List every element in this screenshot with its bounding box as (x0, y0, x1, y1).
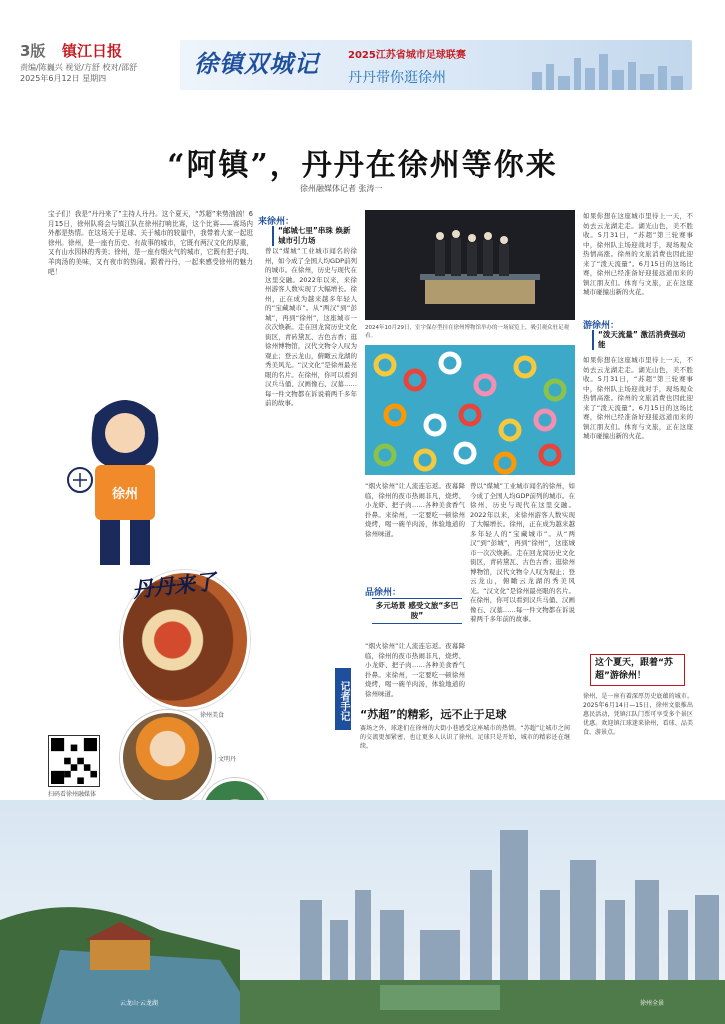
reporter-note-body: 赛场之外，球迷们在徐州的大街小巷感受这座城市的热情。“苏超”让城市之间的交流更加紧密，也让更多人认识了徐州。足球只是开始，城市的精彩还在继续。 (360, 725, 570, 750)
section-body-you: 如果你想在这座城市里待上一天，不妨去云龙湖走走。湖光山色，美不胜收。5月31日，“苏超”第三轮赛事中，徐州队主场迎战对手，现场观众热情高涨。徐州的文旅消费也因此迎来了“泼天流量”。6月15日的这场比赛，徐州已经准备好迎接远道而来的镇江朋友们。体育与文旅，正在这座城市碰撞出新的火花。 (583, 356, 693, 440)
jersey-label: 徐州 (111, 487, 139, 502)
mascot-girl-illustration (55, 385, 185, 585)
panorama-caption-left: 云龙山·云龙湖 (120, 1000, 158, 1007)
skyline-icon (522, 50, 692, 90)
section-label-pin: 品徐州： (365, 588, 402, 598)
section-body-pin: “烟火徐州”让人流连忘返。夜幕降临，徐州的夜市热闹非凡，烧烤、小龙虾、把子肉……各种美食香气扑鼻。来徐州，一定要吃一顿徐州烧烤，喝一碗羊肉汤，体验地道的徐州味道。 (365, 642, 465, 697)
section-subtitle-lai: “邮城七里”串珠 焕新城市引力场 (272, 226, 354, 246)
newspaper-name: 镇江日报 (62, 42, 123, 60)
mascot-tag: 丹丹来了 (130, 568, 218, 603)
qr-caption: 扫码看徐州融媒体 (48, 791, 97, 798)
qr-code[interactable] (48, 735, 100, 787)
reporter-note-title: “苏超”的精彩，远不止于足球 (360, 708, 507, 721)
qr-code-icon (51, 738, 97, 784)
pool-crowd-photo (365, 345, 575, 475)
vendor-photo-caption: 文明丹 (218, 756, 237, 763)
section-body-middle: 曾以“煤城”工业城市闻名的徐州，如今成了全国人均GDP前列的城市。在徐州，历史与现代在这里交融。2022年以来，来徐州游客人数实现了大幅增长。徐州，正在成为越来越多年轻人的“宝藏城市”。从“两汉”到“彭城”，再到“徐州”，这座城市一次次焕新。走在回龙窝历史文化街区，青砖黛瓦、古色古香；逛徐州博物馆，汉代文物令人叹为观止；登云龙山，俯瞰云龙湖的秀美风光。“汉文化”是徐州最亮眼的名片。在徐州，你可以看到汉兵马俑、汉画像石、汉墓……每一件文物都在诉说着两千多年前的故事。 (470, 482, 575, 623)
section-body-lai-cont: “烟火徐州”让人流连忘返。夜幕降临，徐州的夜市热闹非凡，烧烤、小龙虾、把子肉……各种美食香气扑鼻。来徐州，一定要吃一顿徐州烧烤，喝一碗羊肉汤，体验地道的徐州味道。 (365, 482, 465, 538)
sidebar-note-body: 徐州，是一座有着深厚历史底蕴的城市。2025年6月14日—15日，徐州文旅推出惠民活动，凭镇江队门票可享受多个景区优惠。欢迎镇江球迷来徐州，看球、品美食、游景点。 (583, 693, 693, 736)
banner-title: 徐镇双城记 (194, 49, 319, 78)
museum-photo-caption: 2024年10月29日，室宇保存型挂在徐州博物馆举办的一场展览上，吸引观众驻足观看。 (365, 325, 569, 339)
section-body-lai: 曾以“煤城”工业城市闻名的徐州，如今成了全国人均GDP前列的城市。在徐州，历史与现代在这里交融。2022年以来，来徐州游客人数实现了大幅增长。徐州，正在成为越来越多年轻人的“宝藏城市”。从“两汉”到“彭城”，再到“徐州”，这座城市一次次焕新。走在回龙窝历史文化街区，青砖黛瓦、古色古香；逛徐州博物馆，汉代文物令人叹为观止；登云龙山，俯瞰云龙湖的秀美风光。“汉文化”是徐州最亮眼的名片。在徐州，你可以看到汉兵马俑、汉画像石、汉墓……每一件文物都在诉说着两千多年前的故事。 (265, 247, 357, 407)
issue-date: 2025年6月12日 星期四 (20, 74, 107, 83)
column-banner (180, 40, 692, 90)
reporter-note-tag: 记者手记 (335, 668, 351, 730)
section-label-lai: 来徐州： (258, 217, 295, 227)
section-label-you: 游徐州： (583, 321, 620, 331)
banner-subtitle: 丹丹带你逛徐州 (348, 70, 446, 86)
editor-credits: 责编/陈巍兴 视觉/方舒 校对/邵舒 (20, 63, 138, 72)
intro-paragraph: 宝子们！我是“丹丹来了”主持人丹丹。这个夏天，“苏超”来势汹汹！6月15日，徐州队将会与镇江队在徐州打响比赛，这个比赛——赛场内外都是热情。在这场关于足球、关于城市的较量中，我带着大家一起逛徐州。徐州，是一座有历史、有故事的城市，它既有两汉文化的厚重，又有山水园林的秀美；徐州，是一座有烟火气的城市，它既有把子肉、羊肉汤的美味，又有夜市的热闹。跟着丹丹，一起来感受徐州的魅力吧！ (48, 210, 253, 276)
sidebar-note-title: 这个夏天，跟着“苏超”游徐州！ (590, 654, 685, 686)
page-headline: “阿镇”，丹丹在徐州等你来 (167, 148, 558, 183)
city-panorama-photo (0, 800, 725, 1024)
section-subtitle-pin: 多元场景 感受文旅“多巴胺” (372, 598, 462, 624)
masthead-meta (20, 62, 170, 84)
page-number: 3版 (20, 42, 46, 60)
section-body-right-top: 如果你想在这座城市里待上一天，不妨去云龙湖走走。湖光山色，美不胜收。5月31日，“苏超”第三轮赛事中，徐州队主场迎战对手，现场观众热情高涨。徐州的文旅消费也因此迎来了“泼天流量”。6月15日的这场比赛，徐州已经准备好迎接远道而来的镇江朋友们。体育与文旅，正在这座城市碰撞出新的火花。 (583, 212, 693, 296)
city-skyline-icon (0, 800, 725, 1024)
food-photo-caption: 徐州美食 (200, 712, 225, 719)
league-name: 2025江苏省城市足球联赛 (348, 50, 466, 61)
swim-rings-icon (365, 345, 575, 475)
museum-photo (365, 210, 575, 320)
byline: 徐州融媒体记者 张涛一 (300, 184, 383, 193)
museum-scene-icon (365, 210, 575, 320)
section-subtitle-you: “泼天流量” 激活消费强动能 (592, 330, 688, 350)
panorama-caption-right: 徐州全景 (640, 1000, 665, 1007)
